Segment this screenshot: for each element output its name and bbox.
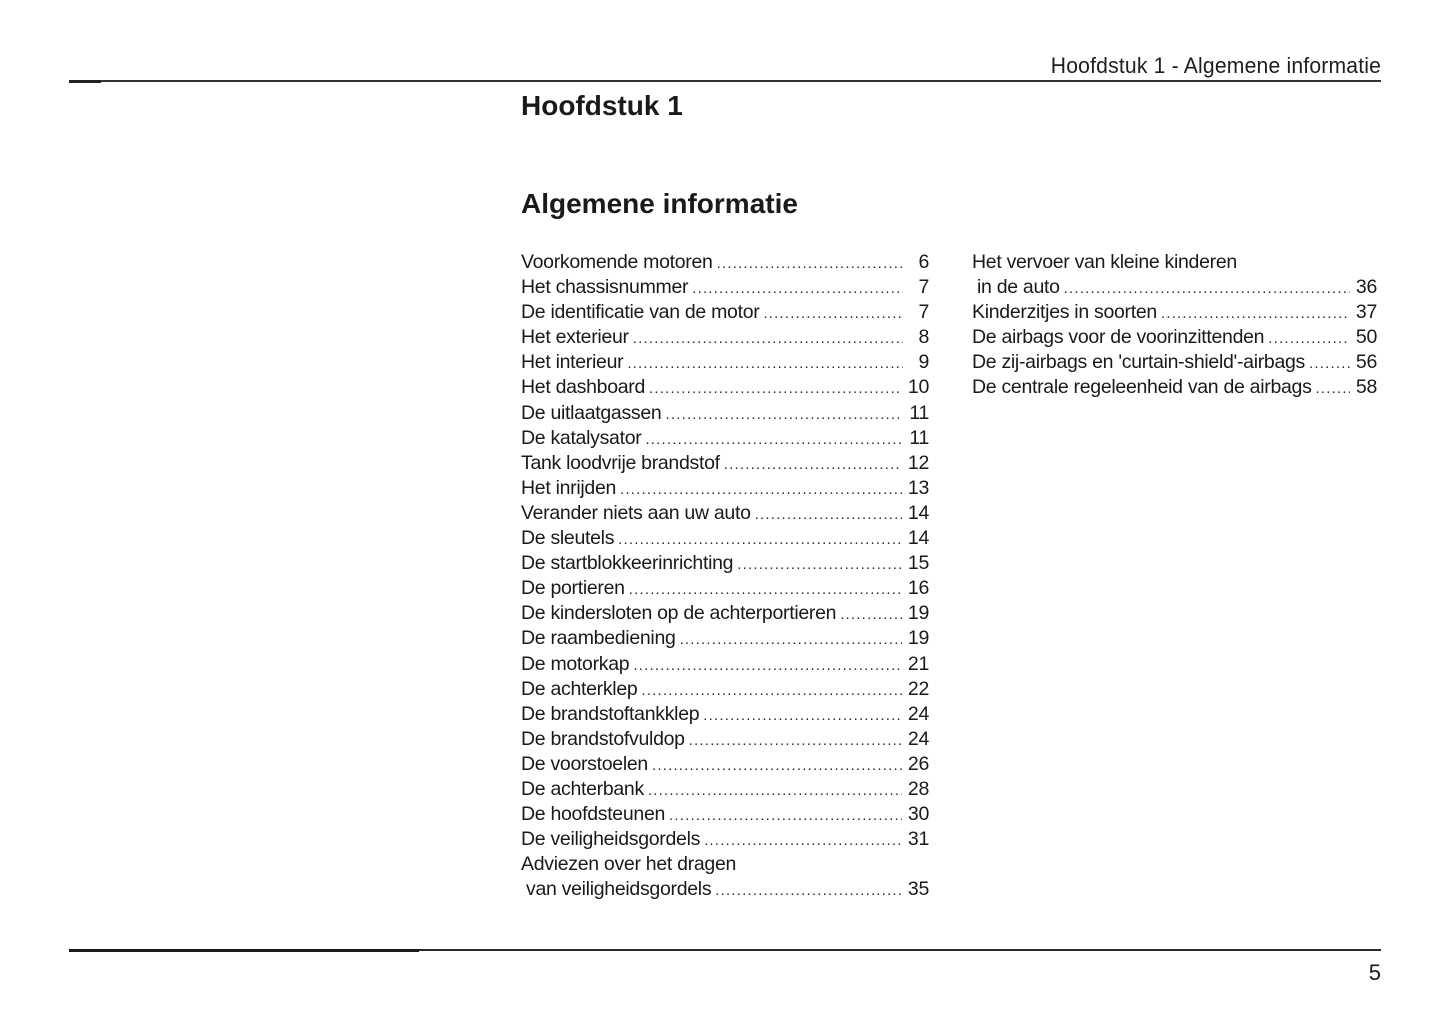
toc-entry-title: De brandstofvuldop bbox=[521, 727, 685, 750]
toc-entry-title: De kindersloten op de achterportieren bbox=[521, 602, 837, 625]
toc-entry[interactable] bbox=[521, 626, 929, 651]
toc-entry-page: 7 bbox=[918, 276, 929, 299]
dot-leader bbox=[737, 552, 902, 577]
toc-entry-page: 9 bbox=[918, 351, 929, 374]
toc-entry-title: Tank loodvrije brandstof bbox=[521, 451, 720, 474]
toc-entry-page: 15 bbox=[907, 552, 929, 575]
running-head: Hoofdstuk 1 - Algemene informatie bbox=[1050, 53, 1381, 78]
dot-leader bbox=[652, 753, 902, 778]
header-rule bbox=[69, 80, 1381, 82]
dot-leader bbox=[703, 703, 902, 728]
toc-entry-page: 11 bbox=[909, 401, 929, 424]
toc-entry-page: 24 bbox=[907, 702, 929, 725]
toc-entry-page: 19 bbox=[907, 627, 929, 650]
dot-leader bbox=[1309, 351, 1350, 376]
toc-entry-title: De airbags voor de voorinzittenden bbox=[972, 326, 1265, 349]
dot-leader bbox=[1161, 301, 1350, 326]
toc-entry-title: Het dashboard bbox=[521, 376, 646, 399]
toc-entry-page: 11 bbox=[909, 426, 929, 449]
toc-entry-title: Het inrijden bbox=[521, 476, 617, 499]
toc-entry[interactable] bbox=[521, 501, 929, 526]
toc-entry-page: 14 bbox=[907, 501, 929, 524]
toc-entry-title: Adviezen over het dragen bbox=[521, 853, 737, 876]
toc-entry-title: De hoofdsteunen bbox=[521, 803, 666, 826]
dot-leader bbox=[669, 803, 902, 828]
toc-entry-title: De achterbank bbox=[521, 777, 644, 800]
toc-entry-page: 16 bbox=[907, 577, 929, 600]
toc-entry[interactable] bbox=[521, 300, 929, 325]
dot-leader bbox=[680, 627, 902, 652]
toc-entry[interactable] bbox=[521, 827, 929, 852]
toc-entry-title: De raambediening bbox=[521, 627, 676, 650]
dot-leader bbox=[633, 653, 902, 678]
toc-entry[interactable] bbox=[521, 802, 929, 827]
toc-entry-title: De identificatie van de motor bbox=[521, 301, 760, 324]
dot-leader bbox=[649, 376, 902, 401]
toc-entry[interactable] bbox=[521, 526, 929, 551]
toc-entry-title: De achterklep bbox=[521, 677, 638, 700]
toc-entry-page: 13 bbox=[907, 476, 929, 499]
dot-leader bbox=[627, 351, 903, 376]
chapter-title: Algemene informatie bbox=[521, 188, 798, 219]
toc-entry[interactable] bbox=[521, 576, 929, 601]
toc-entry[interactable] bbox=[521, 702, 929, 727]
toc-entry-title: Voorkomende motoren bbox=[521, 251, 713, 273]
toc-entry-page: 12 bbox=[907, 451, 929, 474]
chapter-label: Hoofdstuk 1 bbox=[521, 90, 683, 121]
dot-leader bbox=[633, 326, 903, 351]
dot-leader bbox=[645, 427, 903, 452]
toc-entry[interactable] bbox=[521, 375, 929, 400]
toc-entry[interactable] bbox=[521, 601, 929, 626]
toc-entry-title: De zij-airbags en 'curtain-shield'-airbags bbox=[972, 351, 1306, 374]
toc-entry-title: De veiligheidsgordels bbox=[521, 828, 701, 851]
toc-entry-title: Verander niets aan uw auto bbox=[521, 501, 751, 524]
toc-entry-title: De startblokkeerinrichting bbox=[521, 552, 734, 575]
toc-entry[interactable] bbox=[972, 300, 1377, 325]
dot-leader bbox=[715, 878, 902, 903]
dot-leader bbox=[1316, 376, 1350, 401]
toc-entry[interactable] bbox=[521, 350, 929, 375]
toc-entry[interactable] bbox=[521, 476, 929, 501]
dot-leader bbox=[648, 778, 902, 803]
toc-entry-page: 50 bbox=[1355, 326, 1377, 349]
toc-entry-continuation: van veiligheidsgordels bbox=[526, 878, 712, 901]
toc-entry[interactable] bbox=[521, 727, 929, 752]
dot-leader bbox=[620, 477, 902, 502]
toc-entry-page: 8 bbox=[918, 326, 929, 349]
toc-entry-title: Het interieur bbox=[521, 351, 624, 374]
toc-entry-title: De brandstoftankklep bbox=[521, 702, 700, 725]
toc-entry-page: 10 bbox=[907, 376, 929, 399]
toc-entry[interactable] bbox=[521, 275, 929, 300]
toc-entry[interactable] bbox=[521, 551, 929, 576]
toc-entry-page: 19 bbox=[907, 602, 929, 625]
footer-rule-thick bbox=[69, 949, 419, 952]
header-rule-stub bbox=[69, 80, 101, 83]
toc-entry[interactable] bbox=[521, 325, 929, 350]
toc-entry[interactable] bbox=[972, 375, 1377, 400]
dot-leader bbox=[755, 502, 902, 527]
toc-entry-title: De katalysator bbox=[521, 426, 642, 449]
toc-entry-page: 26 bbox=[907, 752, 929, 775]
toc-entry[interactable] bbox=[972, 350, 1377, 375]
dot-leader bbox=[717, 251, 903, 276]
toc-column-right bbox=[972, 250, 1377, 401]
toc-entry-page: 7 bbox=[918, 301, 929, 324]
toc-entry-page: 28 bbox=[907, 777, 929, 800]
dot-leader bbox=[1268, 326, 1350, 351]
toc-entry[interactable] bbox=[972, 325, 1377, 350]
toc-entry-page: 58 bbox=[1355, 376, 1377, 399]
dot-leader bbox=[840, 602, 902, 627]
toc-entry-title: De uitlaatgassen bbox=[521, 401, 662, 424]
toc-entry[interactable] bbox=[521, 451, 929, 476]
toc-entry-page: 37 bbox=[1355, 301, 1377, 324]
toc-entry[interactable] bbox=[521, 877, 929, 902]
toc-entry[interactable] bbox=[972, 275, 1377, 300]
toc-entry-page: 24 bbox=[907, 727, 929, 750]
toc-entry-title: De motorkap bbox=[521, 652, 630, 675]
toc-entry[interactable] bbox=[521, 250, 929, 275]
dot-leader bbox=[1064, 276, 1350, 301]
toc-entry-page: 30 bbox=[907, 803, 929, 826]
toc-entry-continuation: in de auto bbox=[977, 276, 1060, 299]
toc-entry-page: 22 bbox=[907, 677, 929, 700]
dot-leader bbox=[724, 452, 902, 477]
dot-leader bbox=[618, 527, 902, 552]
toc-column-left bbox=[521, 250, 929, 902]
toc-entry-title: De sleutels bbox=[521, 527, 615, 550]
toc-entry-page: 21 bbox=[907, 652, 929, 675]
toc-entry-title: Kinderzitjes in soorten bbox=[972, 301, 1157, 324]
toc-entry[interactable] bbox=[521, 677, 929, 702]
toc-entry-title: Het chassisnummer bbox=[521, 276, 689, 299]
dot-leader bbox=[629, 577, 902, 602]
toc-entry-page: 31 bbox=[907, 828, 929, 851]
toc-entry-title: De portieren bbox=[521, 577, 625, 600]
toc-entry-heading bbox=[521, 852, 929, 877]
dot-leader bbox=[704, 828, 902, 853]
toc-entry-heading bbox=[972, 250, 1377, 275]
toc-entry-title: Het vervoer van kleine kinderen bbox=[972, 251, 1237, 273]
toc-entry[interactable] bbox=[521, 401, 929, 426]
toc-entry-title: Het exterieur bbox=[521, 326, 629, 349]
toc-entry-page: 6 bbox=[918, 251, 929, 273]
dot-leader bbox=[641, 678, 901, 703]
toc-entry-title: De voorstoelen bbox=[521, 752, 648, 775]
toc-entry-title: De centrale regeleenheid van de airbags bbox=[972, 376, 1312, 399]
toc-entry-page: 35 bbox=[907, 878, 929, 901]
toc-entry[interactable] bbox=[521, 426, 929, 451]
dot-leader bbox=[763, 301, 903, 326]
toc-entry-page: 36 bbox=[1355, 276, 1377, 299]
dot-leader bbox=[692, 276, 903, 301]
toc-entry-page: 56 bbox=[1355, 351, 1377, 374]
dot-leader bbox=[665, 402, 903, 427]
toc-entry[interactable] bbox=[521, 652, 929, 677]
page-number: 5 bbox=[1368, 960, 1381, 985]
toc-entry-page: 14 bbox=[907, 527, 929, 550]
toc-entry[interactable] bbox=[521, 752, 929, 777]
toc-entry[interactable] bbox=[521, 777, 929, 802]
dot-leader bbox=[689, 728, 902, 753]
